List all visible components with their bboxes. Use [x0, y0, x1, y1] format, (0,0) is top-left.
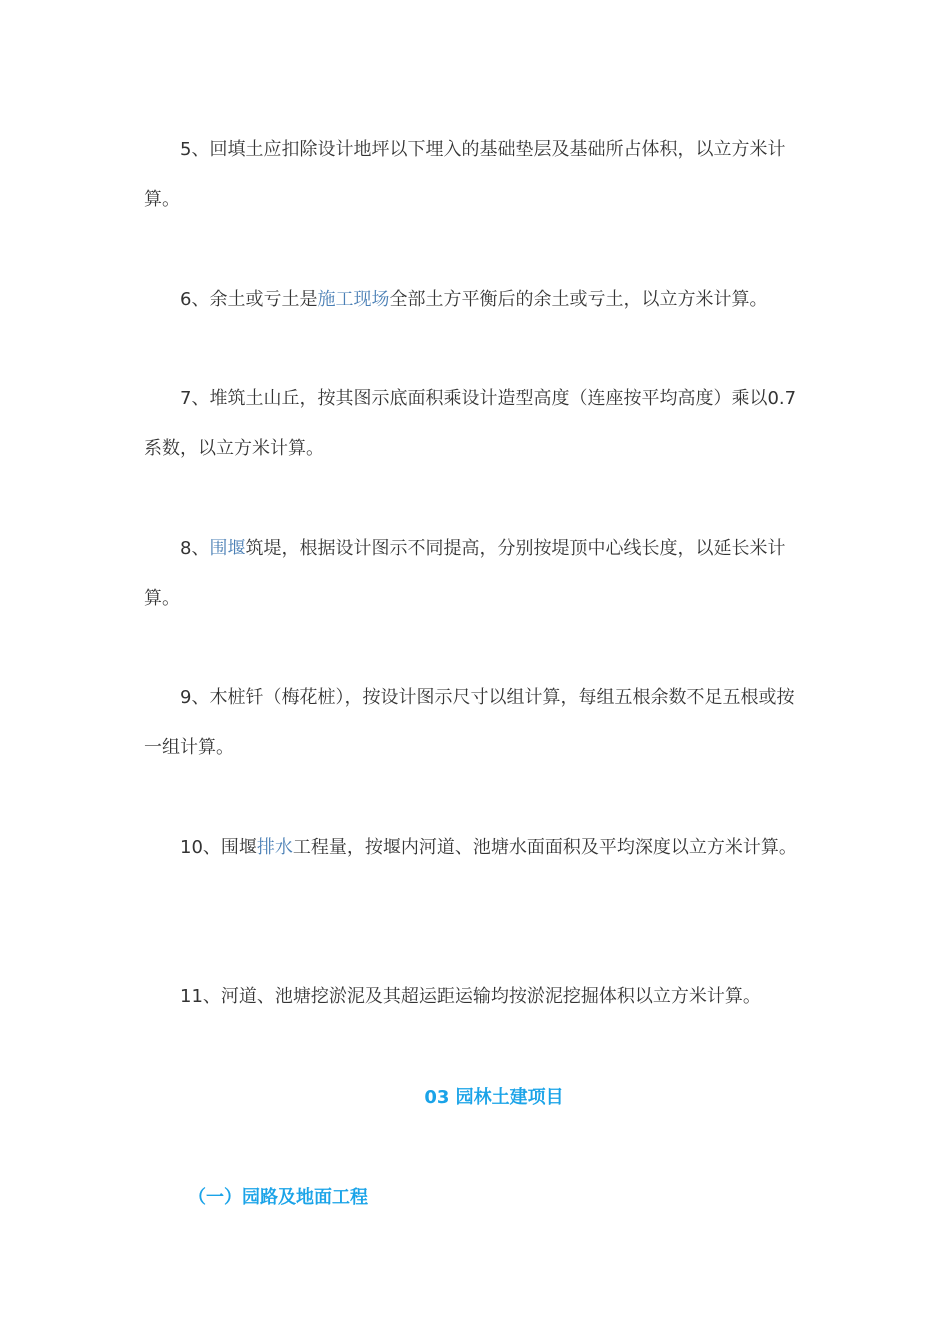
paragraph-item-9: [144, 673, 808, 773]
paragraph-item-11: [144, 972, 808, 1022]
item-7-text: 7、堆筑土山丘，按其图示底面积乘设计造型高度（连座按平均高度）乘以0.7 系数，以立方米计算。: [144, 388, 797, 459]
subsection-title: （一）园路及地面工程: [188, 1187, 368, 1208]
link-cofferdam[interactable]: 围堰: [209, 538, 246, 559]
paragraph-item-8: [144, 524, 808, 624]
link-drainage[interactable]: 排水: [256, 837, 293, 858]
section-title: 03 园林土建项目: [424, 1087, 564, 1108]
item-6-text-b: 全部土方平衡后的余土或亏土，以立方米计算。: [389, 289, 768, 310]
paragraph-item-7: [144, 374, 808, 474]
item-9-text: 9、木桩钎（梅花桩），按设计图示尺寸以组计算，每组五根余数不足五根或按一组计算。: [144, 687, 795, 758]
paragraph-item-10: [144, 823, 808, 873]
item-5-text: 5、回填土应扣除设计地坪以下埋入的基础垫层及基础所占体积，以立方米计算。: [144, 139, 786, 210]
item-6-text-a: 6、余土或亏土是: [180, 289, 318, 310]
link-construction-site[interactable]: 施工现场: [317, 289, 390, 310]
item-11-text: 11、河道、池塘挖淤泥及其超运距运输均按淤泥挖掘体积以立方米计算。: [180, 986, 761, 1007]
paragraph-item-6: [144, 275, 808, 325]
item-8-text-a: 8、: [180, 538, 210, 559]
item-10-text-a: 10、围堰: [180, 837, 257, 858]
item-10-text-b: 工程量，按堰内河道、池塘水面面积及平均深度以立方米计算。: [292, 837, 797, 858]
paragraph-item-5: [144, 125, 808, 225]
item-8-text-b: 筑堤，根据设计图示不同提高，分别按堤顶中心线长度，以延长米计算。: [144, 538, 786, 609]
